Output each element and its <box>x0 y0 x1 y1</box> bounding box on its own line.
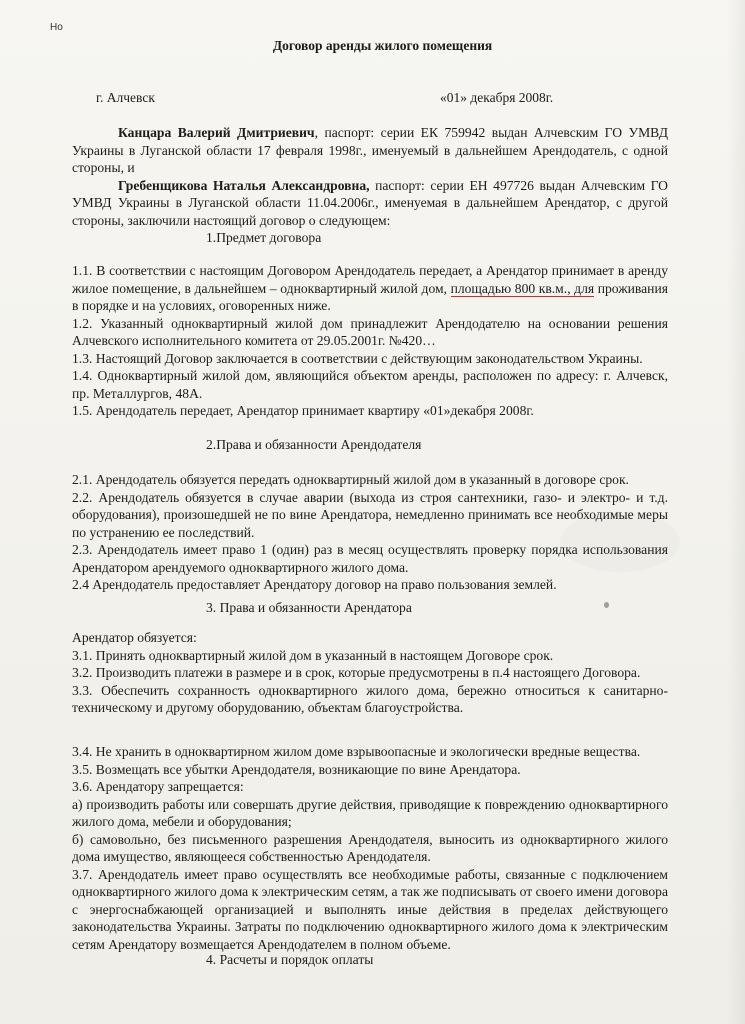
clause-2-1: 2.1. Арендодатель обязуется передать одноквартирный жилой дом в указанный в договоре срок. <box>72 472 629 487</box>
section-3-body-part1 <box>72 629 668 717</box>
landlord-details: , паспорт: серии ЕК 759942 выдан Алчевским ГО УМВД Украины в Луганской области 17 февраля 1998г., именуемый в дальнейшем Арендодатель, с одной стороны, и <box>72 125 668 175</box>
tenant-paragraph <box>72 177 668 230</box>
landlord-name: Канцара Валерий Дмитриевич <box>118 125 315 140</box>
clause-2-4: 2.4 Арендодатель предоставляет Арендатору договор на право пользования землей. <box>72 577 557 592</box>
clause-1-1 <box>72 262 668 315</box>
contract-date: «01» декабря 2008г. <box>440 90 554 105</box>
clause-3-6-b: б) самовольно, без письменного разрешения Арендодателя, выносить из одноквартирного жилого дома имущество, являющееся собственностью Арендодателя. <box>72 831 668 864</box>
clause-1-2: 1.2. Указанный одноквартирный жилой дом принадлежит Арендодателю на основании решения Алчевского исполнительного комитета от 29.05.2001г. №420… <box>72 315 668 348</box>
clause-1-1-text: 1.1. В соответствии с настоящим Договором Арендодатель передает, а Арендатор принимает в аренду жилое помещение, в дальнейшем – одноквартирный жилой дом, <box>72 263 668 296</box>
scan-speck <box>604 602 609 608</box>
corner-mark: Но <box>50 22 63 33</box>
area-highlight: площадью 800 кв.м., для <box>450 280 595 296</box>
clause-1-1-tail: проживания в порядке и на условиях, оговоренных ниже. <box>72 280 668 313</box>
clause-2-3: 2.3. Арендодатель имеет право 1 (один) раз в месяц осуществлять проверку порядка использования Арендатором арендуемого одноквартирного жилого дома. <box>72 542 668 575</box>
section-2-heading: 2.Права и обязанности Арендодателя <box>206 437 422 452</box>
clause-3-1: 3.1. Принять одноквартирный жилой дом в указанный в настоящем Договоре срок. <box>72 647 554 663</box>
section-1-body <box>72 262 668 420</box>
clause-3-7: 3.7. Арендодатель имеет право осуществлять все необходимые работы, связанные с подключением одноквартирного жилого дома к электрическим сетям, а так же подписывать от своего имени договора с энергоснабжающей организацией и выполнять иные действия в пределах действующего законодательства Украины. Затраты по подключению одноквартирного жилого дома к электрическим сетям Арендатору возмещается Арендодателем в полном объеме. <box>72 866 668 952</box>
clause-3-4: 3.4. Не хранить в одноквартирном жилом доме взрывоопасные и экологически вредные вещества. <box>72 744 641 759</box>
clause-3-3: 3.3. Обеспечить сохранность одноквартирного жилого дома, бережно относиться к санитарно-техническому и другому оборудованию, объектам благоустройства. <box>72 682 668 715</box>
clause-3-6-a: а) производить работы или совершать другие действия, приводящие к повреждению одноквартирного жилого дома, мебели и оборудования; <box>72 796 668 829</box>
clause-1-4: 1.4. Одноквартирный жилой дом, являющийся объектом аренды, расположен по адресу: г. Алчевск, пр. Металлургов, 48А. <box>72 368 668 401</box>
clause-3-5: 3.5. Возмещать все убытки Арендодателя, возникающие по вине Арендатора. <box>72 761 521 777</box>
clause-1-5: 1.5. Арендодатель передает, Арендатор принимает квартиру «01»декабря 2008г. <box>72 403 534 418</box>
tenant-obligations-intro: Арендатор обязуется: <box>72 630 197 645</box>
clause-3-6: 3.6. Арендатору запрещается: <box>72 779 244 794</box>
contract-place: г. Алчевск <box>96 90 155 105</box>
clause-1-3: 1.3. Настоящий Договор заключается в соответствии с действующим законодательством Украины. <box>72 350 643 366</box>
parties-block <box>72 124 668 229</box>
section-4-heading: 4. Расчеты и порядок оплаты <box>206 952 374 967</box>
section-2-body <box>72 471 668 594</box>
document-title: Договор аренды жилого помещения <box>272 38 493 53</box>
landlord-paragraph <box>72 124 668 177</box>
section-3-heading: 3. Права и обязанности Арендатора <box>206 600 412 615</box>
tenant-name: Гребенщикова Наталья Александровна, <box>118 177 370 193</box>
clause-3-2: 3.2. Производить платежи в размере и в срок, которые предусмотрены в п.4 настоящего Договора. <box>72 665 641 680</box>
clause-2-2: 2.2. Арендодатель обязуется в случае аварии (выхода из строя сантехники, газо- и электро- и т.д. оборудования), произошедшей не по вине Арендатора, немедленно принимать все необходимые меры по устранению ее последствий. <box>72 489 668 540</box>
tenant-details: паспорт: серии ЕН 497726 выдан Алчевским ГО УМВД Украины в Луганской области 11.04.2006г., именуемая в дальнейшем Арендатор, с другой стороны, заключили настоящий договор о следующем: <box>72 177 668 228</box>
section-1-heading: 1.Предмет договора <box>206 230 322 245</box>
scan-edge-shadow <box>727 0 745 1024</box>
section-3-body-part2 <box>72 743 668 953</box>
